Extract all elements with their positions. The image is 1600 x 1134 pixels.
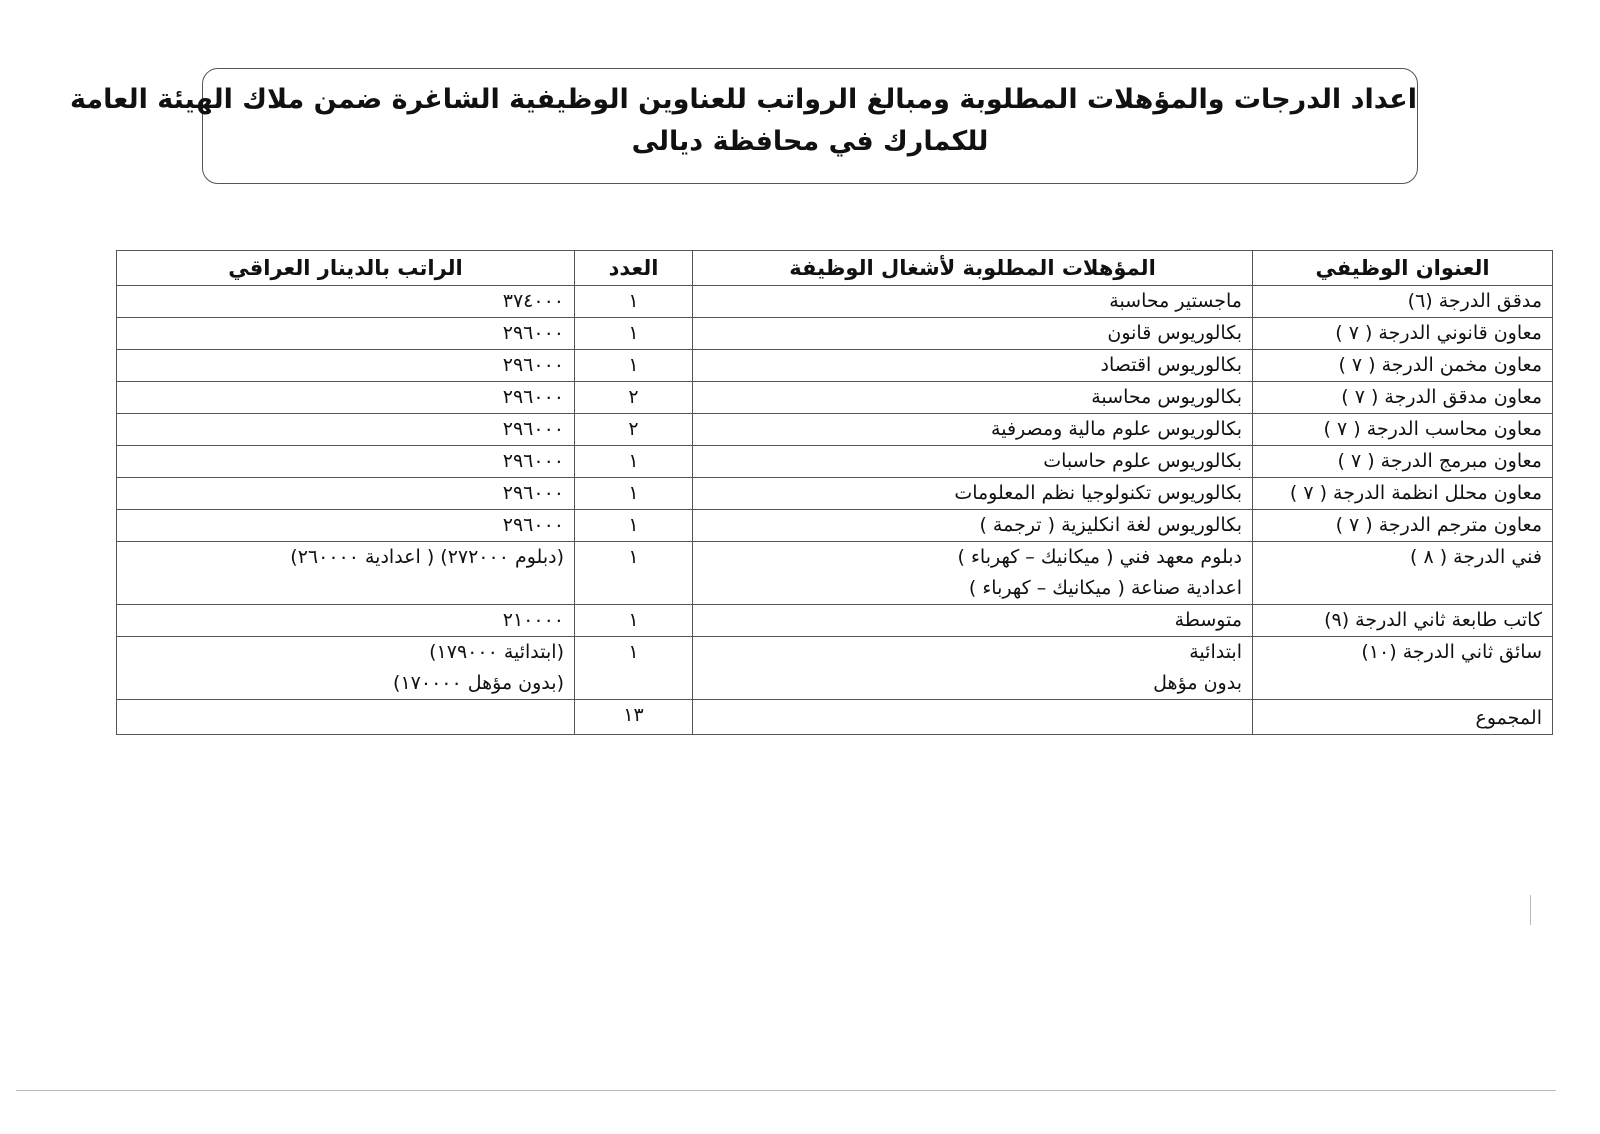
page-title-line-1: اعداد الدرجات والمؤهلات المطلوبة ومبالغ الرواتب للعناوين الوظيفية الشاغرة ضمن ملاك الهيئة العامة	[70, 84, 1417, 115]
total-row	[117, 700, 1553, 735]
table-row	[117, 478, 1553, 510]
column-header-title: العنوان الوظيفي	[1253, 251, 1553, 286]
count-cell: ١	[575, 637, 693, 700]
job-title-cell: معاون مخمن الدرجة ( ٧ )	[1253, 350, 1553, 382]
total-count: ١٣	[575, 700, 693, 735]
qualification-cell: بكالوريوس تكنولوجيا نظم المعلومات	[693, 478, 1253, 510]
count-cell: ٢	[575, 382, 693, 414]
job-title-cell: معاون مبرمج الدرجة ( ٧ )	[1253, 446, 1553, 478]
job-title-cell: فني الدرجة ( ٨ )	[1253, 542, 1553, 605]
scan-edge-line-bottom	[16, 1090, 1556, 1091]
title-box	[70, 68, 1418, 184]
table-row	[117, 637, 1553, 700]
table-row	[117, 542, 1553, 605]
salary-cell: ٢٩٦٠٠٠	[117, 318, 575, 350]
salary-line: (ابتدائية ١٧٩٠٠٠)	[429, 641, 564, 663]
table-row	[117, 286, 1553, 318]
job-title-cell: سائق ثاني الدرجة (١٠)	[1253, 637, 1553, 700]
salary-cell: ٢٩٦٠٠٠	[117, 414, 575, 446]
table-row	[117, 605, 1553, 637]
qualification-cell: بكالوريوس علوم مالية ومصرفية	[693, 414, 1253, 446]
qualification-cell: ماجستير محاسبة	[693, 286, 1253, 318]
table-row	[117, 382, 1553, 414]
qualification-cell: بكالوريوس قانون	[693, 318, 1253, 350]
count-cell: ١	[575, 510, 693, 542]
qualification-line: دبلوم معهد فني ( ميكانيك – كهرباء )	[957, 546, 1242, 568]
qualification-line: ابتدائية	[1189, 641, 1242, 663]
count-cell: ١	[575, 605, 693, 637]
total-qualification-empty	[693, 700, 1253, 735]
table-row	[117, 414, 1553, 446]
page-title-line-2: للكمارك في محافظة ديالى	[631, 126, 989, 157]
job-title-cell: كاتب طابعة ثاني الدرجة (٩)	[1253, 605, 1553, 637]
qualification-cell	[693, 637, 1253, 700]
table-header-row	[117, 251, 1553, 286]
table-row	[117, 446, 1553, 478]
salary-cell: ٢٩٦٠٠٠	[117, 510, 575, 542]
total-salary-empty	[117, 700, 575, 735]
table-row	[117, 350, 1553, 382]
qualification-cell: بكالوريوس محاسبة	[693, 382, 1253, 414]
qualification-cell: بكالوريوس علوم حاسبات	[693, 446, 1253, 478]
job-title-cell: مدقق الدرجة (٦)	[1253, 286, 1553, 318]
job-title-cell: معاون محاسب الدرجة ( ٧ )	[1253, 414, 1553, 446]
qualification-cell	[693, 542, 1253, 605]
count-cell: ٢	[575, 414, 693, 446]
table-row	[117, 318, 1553, 350]
count-cell: ١	[575, 446, 693, 478]
salary-cell: ٢٩٦٠٠٠	[117, 382, 575, 414]
table-row	[117, 510, 1553, 542]
count-cell: ١	[575, 350, 693, 382]
count-cell: ١	[575, 318, 693, 350]
salary-cell: ٢٩٦٠٠٠	[117, 478, 575, 510]
vacancies-table	[116, 250, 1553, 735]
salary-cell: ٢١٠٠٠٠	[117, 605, 575, 637]
count-cell: ١	[575, 286, 693, 318]
job-title-cell: معاون محلل انظمة الدرجة ( ٧ )	[1253, 478, 1553, 510]
salary-line: (بدون مؤهل ١٧٠٠٠٠)	[393, 672, 564, 694]
salary-cell: ٢٩٦٠٠٠	[117, 446, 575, 478]
column-header-salary: الراتب بالدينار العراقي	[117, 251, 575, 286]
column-header-count: العدد	[575, 251, 693, 286]
qualification-line: بدون مؤهل	[1153, 672, 1242, 694]
qualification-cell: بكالوريوس لغة انكليزية ( ترجمة )	[693, 510, 1253, 542]
job-title-cell: معاون قانوني الدرجة ( ٧ )	[1253, 318, 1553, 350]
qualification-cell: بكالوريوس اقتصاد	[693, 350, 1253, 382]
salary-cell: (دبلوم ٢٧٢٠٠٠) ( اعدادية ٢٦٠٠٠٠)	[117, 542, 575, 605]
job-title-cell: معاون مدقق الدرجة ( ٧ )	[1253, 382, 1553, 414]
salary-cell: ٢٩٦٠٠٠	[117, 350, 575, 382]
salary-cell: ٣٧٤٠٠٠	[117, 286, 575, 318]
column-header-qualification: المؤهلات المطلوبة لأشغال الوظيفة	[693, 251, 1253, 286]
total-label: المجموع	[1253, 700, 1553, 735]
scan-edge-line-right	[1530, 895, 1531, 925]
qualification-line: اعدادية صناعة ( ميكانيك – كهرباء )	[968, 577, 1242, 599]
salary-cell	[117, 637, 575, 700]
count-cell: ١	[575, 542, 693, 605]
job-title-cell: معاون مترجم الدرجة ( ٧ )	[1253, 510, 1553, 542]
count-cell: ١	[575, 478, 693, 510]
qualification-cell: متوسطة	[693, 605, 1253, 637]
